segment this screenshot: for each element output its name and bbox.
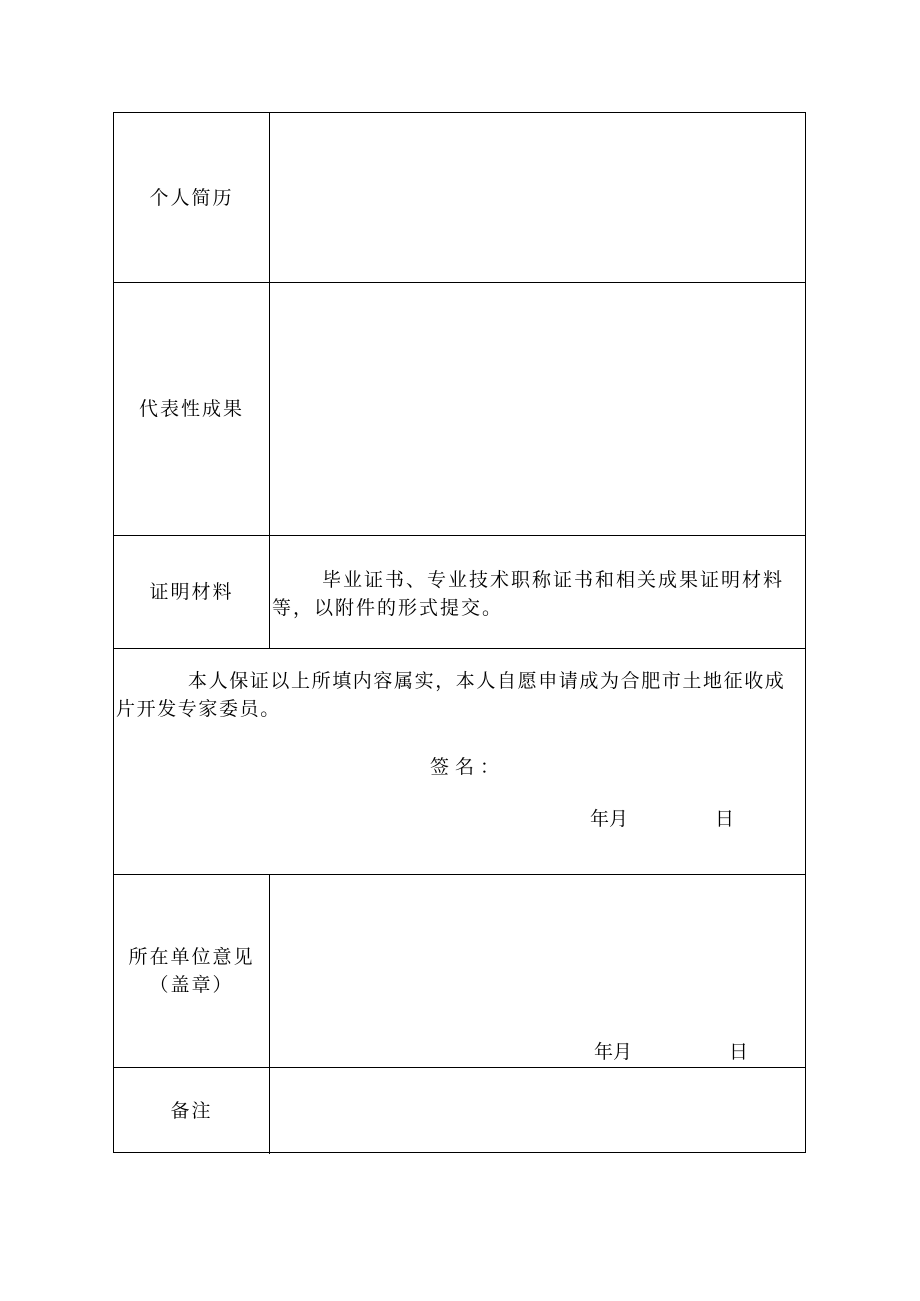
resume-row	[114, 113, 805, 283]
proof-text: 毕业证书、专业技术职称证书和相关成果证明材料等，以附件的形式提交。	[272, 569, 785, 619]
resume-label: 个人简历	[114, 113, 270, 282]
remarks-row	[114, 1068, 805, 1154]
proof-label: 证明材料	[114, 536, 270, 648]
unit-opinion-row	[114, 875, 805, 1068]
unit-opinion-date-year-month: 年月	[594, 1041, 633, 1063]
achievements-field[interactable]	[270, 283, 805, 535]
proof-field	[270, 536, 805, 648]
signature-label: 签名：	[430, 756, 506, 778]
unit-opinion-label-line1: 所在单位意见	[128, 946, 255, 968]
remarks-field[interactable]	[270, 1068, 805, 1154]
declaration-text: 本人保证以上所填内容属实，本人自愿申请成为合肥市土地征收成片开发专家委员。	[116, 670, 786, 720]
remarks-label: 备注	[114, 1068, 270, 1154]
declaration-date-year-month: 年月	[590, 808, 629, 830]
unit-opinion-field[interactable]	[270, 875, 805, 1067]
declaration-row	[114, 649, 805, 875]
resume-field[interactable]	[270, 113, 805, 282]
unit-opinion-label	[114, 875, 270, 1067]
proof-row	[114, 536, 805, 649]
unit-opinion-label-line2: （盖章）	[149, 974, 234, 996]
unit-opinion-date-day: 日	[729, 1041, 749, 1063]
achievements-row	[114, 283, 805, 536]
declaration-date-day: 日	[715, 808, 735, 830]
achievements-label: 代表性成果	[114, 283, 270, 535]
application-form-table	[113, 112, 806, 1153]
